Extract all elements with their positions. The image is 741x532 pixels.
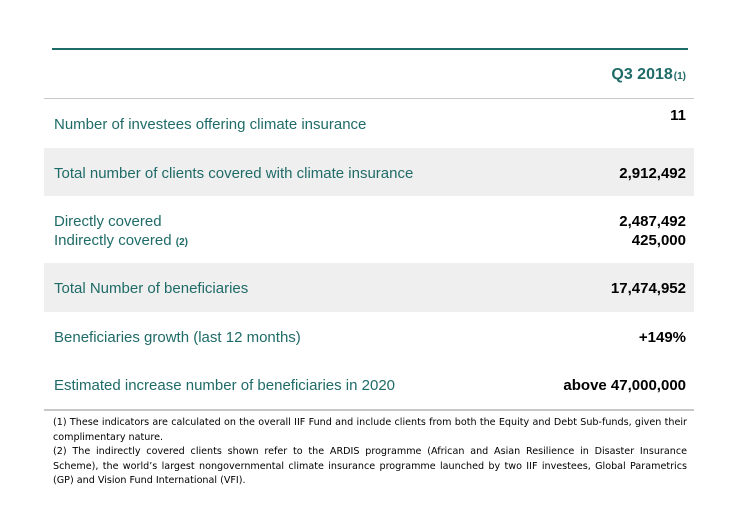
row-value: 2,912,492 bbox=[619, 165, 686, 182]
table-header bbox=[44, 50, 694, 98]
footnote-2: (2) The indirectly covered clients shown refer to the ARDIS programme (African and Asian Resilience in Disaster Insurance Scheme), the world’s largest nongovernmental climate insurance programme launched by two IIF investees, Global Parametrics (GP) and Vision Fund International (VFI). bbox=[53, 446, 687, 486]
row-label: Total number of clients covered with climate insurance bbox=[54, 165, 414, 182]
table-row-estimated-increase bbox=[44, 362, 694, 408]
indirect-label-text: Indirectly covered bbox=[54, 232, 172, 249]
column-title bbox=[611, 66, 686, 84]
table-row-total-clients bbox=[44, 148, 694, 196]
row-value-direct: 2,487,492 bbox=[619, 213, 686, 230]
row-label-direct: Directly covered bbox=[54, 213, 162, 230]
row-value: above 47,000,000 bbox=[563, 377, 686, 394]
table-row-coverage-split bbox=[44, 197, 694, 262]
row-label: Estimated increase number of beneficiaries in 2020 bbox=[54, 377, 396, 394]
table-row-beneficiaries bbox=[44, 263, 694, 312]
indirect-label-note: (2) bbox=[175, 237, 188, 248]
row-value-indirect: 425,000 bbox=[631, 232, 686, 249]
column-title-text: Q3 2018 bbox=[611, 66, 673, 83]
table-row-investees bbox=[44, 99, 694, 147]
row-label-indirect bbox=[54, 232, 188, 249]
row-value: 17,474,952 bbox=[610, 280, 686, 297]
table-row-growth bbox=[44, 313, 694, 361]
row-label: Number of investees offering climate insurance bbox=[54, 116, 367, 133]
row-label: Beneficiaries growth (last 12 months) bbox=[54, 329, 301, 346]
column-title-note: (1) bbox=[673, 71, 686, 82]
footnotes bbox=[53, 416, 687, 489]
row-value: +149% bbox=[638, 329, 686, 346]
bottom-rule bbox=[44, 409, 694, 411]
row-value: 11 bbox=[670, 107, 686, 124]
row-label: Total Number of beneficiaries bbox=[54, 280, 249, 297]
footnote-1: (1) These indicators are calculated on the overall IIF Fund and include clients from both the Equity and Debt Sub-funds, given their complimentary nature. bbox=[53, 417, 687, 443]
